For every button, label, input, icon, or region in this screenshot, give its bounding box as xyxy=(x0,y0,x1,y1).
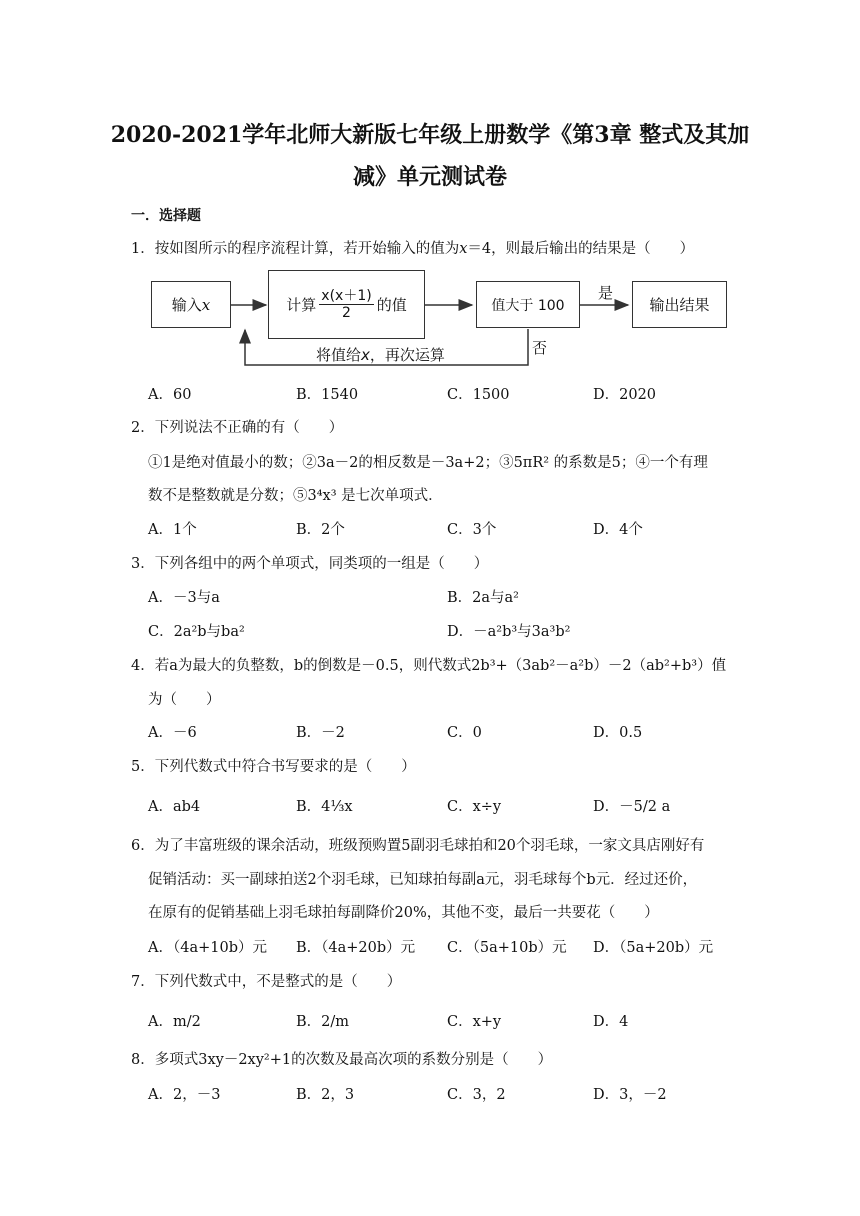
q7-option-a: A．m/2 xyxy=(148,1014,201,1030)
flowchart-yes-label: 是 xyxy=(598,284,614,302)
question-7-stem: 7．下列代数式中，不是整式的是（ ） xyxy=(131,974,402,990)
q3-option-a: A．－3与a xyxy=(148,590,220,606)
question-3-stem: 3．下列各组中的两个单项式，同类项的一组是（ ） xyxy=(131,556,489,572)
q8-option-a: A．2，－3 xyxy=(148,1087,221,1103)
question-5-stem: 5．下列代数式中符合书写要求的是（ ） xyxy=(131,759,416,775)
q8-option-b: B．2，3 xyxy=(296,1087,355,1103)
q3-option-c: C．2a²b与ba² xyxy=(148,624,245,640)
q2-option-d: D．4个 xyxy=(593,522,643,538)
q2-option-b: B．2个 xyxy=(296,522,345,538)
q7-option-c: C．x+y xyxy=(447,1014,502,1030)
q4-option-c: C．0 xyxy=(447,725,482,741)
question-4-line-2: 为（ ） xyxy=(148,692,221,708)
q4-option-a: A．－6 xyxy=(148,725,197,741)
q1-option-d: D．2020 xyxy=(593,387,657,403)
q6-option-b: B．（4a+20b）元 xyxy=(296,940,416,956)
q2-option-c: C．3个 xyxy=(447,522,497,538)
question-2-line-2: 数不是整数就是分数；⑤3⁴x³ 是七次单项式． xyxy=(148,488,443,504)
flowchart-loop-label: 将值给x，再次运算 xyxy=(316,346,445,364)
question-2-line-1: ①1是绝对值最小的数；②3a－2的相反数是－3a+2；③5πR² 的系数是5；④一个有理 xyxy=(148,455,708,471)
flowchart-no-label: 否 xyxy=(532,339,548,357)
q3-option-b: B．2a与a² xyxy=(447,590,519,606)
question-1-stem: 1．按如图所示的程序流程计算，若开始输入的值为x＝4，则最后输出的结果是（ ） xyxy=(131,241,695,257)
q3-option-d: D．－a²b³与3a³b² xyxy=(447,624,571,640)
q2-option-a: A．1个 xyxy=(148,522,197,538)
q8-option-c: C．3，2 xyxy=(447,1087,506,1103)
q5-option-b: B．4⅓x xyxy=(296,799,353,815)
q1-option-a: A．60 xyxy=(148,387,192,403)
q5-option-c: C．x÷y xyxy=(447,799,502,815)
q6-option-c: C．（5a+10b）元 xyxy=(447,940,567,956)
q7-option-b: B．2/m xyxy=(296,1014,350,1030)
q8-option-d: D．3，－2 xyxy=(593,1087,667,1103)
flowchart-output-box: 输出结果 xyxy=(632,281,727,328)
flowchart-condition-box: 值大于 100 xyxy=(476,281,580,328)
question-8-stem: 8．多项式3xy－2xy²+1的次数及最高次项的系数分别是（ ） xyxy=(131,1052,553,1068)
question-6-line-2: 促销活动：买一副球拍送2个羽毛球，已知球拍每副a元，羽毛球每个b元．经过还价， xyxy=(148,872,698,888)
flowchart-input-box: 输入 x xyxy=(151,281,231,328)
q6-option-d: D．（5a+20b）元 xyxy=(593,940,714,956)
section-heading: 一．选择题 xyxy=(131,208,201,224)
document-title-line-1: 2020-2021学年北师大新版七年级上册数学《第3章 整式及其加 xyxy=(110,122,750,148)
flowchart xyxy=(148,270,726,370)
q4-option-d: D．0.5 xyxy=(593,725,643,741)
flowchart-calc-box: 计算 $\frac{x(x+1)}{2}$ 的值 xyxy=(268,270,425,339)
question-4-line-1: 4．若a为最大的负整数，b的倒数是－0.5，则代数式2b³+（3ab²－a²b）－2（ab²+b³）值 xyxy=(131,658,727,674)
q5-option-a: A．ab4 xyxy=(148,799,201,815)
q7-option-d: D．4 xyxy=(593,1014,629,1030)
q6-option-a: A．（4a+10b）元 xyxy=(148,940,267,956)
q1-option-b: B．1540 xyxy=(296,387,359,403)
document-title-line-2: 减》单元测试卷 xyxy=(352,164,507,190)
question-2-stem: 2．下列说法不正确的有（ ） xyxy=(131,420,344,436)
question-6-line-3: 在原有的促销基础上羽毛球拍每副降价20%，其他不变，最后一共要花（ ） xyxy=(148,905,659,921)
question-6-line-1: 6．为了丰富班级的课余活动，班级预购置5副羽毛球拍和20个羽毛球，一家文具店刚好有 xyxy=(131,838,705,854)
q5-option-d: D．－5/2 a xyxy=(593,799,671,815)
calc-fraction: $\frac{x(x+1)}{2}$ xyxy=(321,288,372,321)
q1-option-c: C．1500 xyxy=(447,387,510,403)
q4-option-b: B．－2 xyxy=(296,725,345,741)
